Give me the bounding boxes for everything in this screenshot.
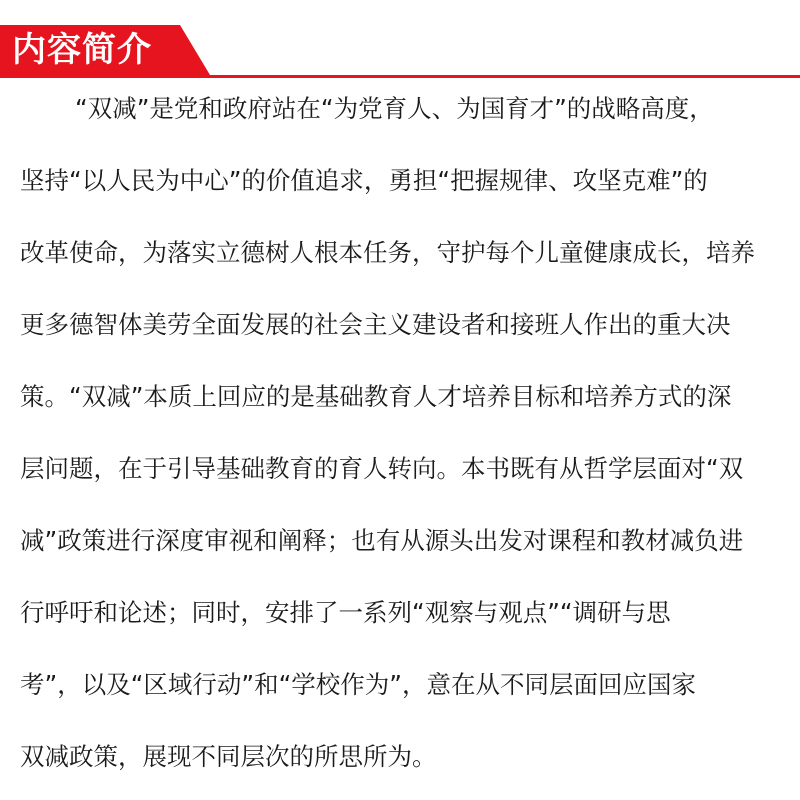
header-divider	[0, 75, 800, 78]
text-line-3: 改革使命，为落实立德树人根本任务，守护每个儿童健康成长，培养	[20, 238, 755, 267]
text-line-7: 减”政策进行深度审视和阐释；也有从源头出发对课程和教材减负进	[20, 526, 744, 555]
text-line-9: 考”，以及“区域行动”和“学校作为”，意在从不同层面回应国家	[20, 670, 696, 699]
text-line-2: 坚持“以人民为中心”的价值追求，勇担“把握规律、攻坚克难”的	[20, 166, 708, 195]
text-line-10: 双减政策，展现不同层次的所思所为。	[20, 742, 437, 771]
section-header	[0, 25, 800, 78]
text-line-5: 策。“双减”本质上回应的是基础教育人才培养目标和培养方式的深	[20, 382, 732, 411]
text-line-4: 更多德智体美劳全面发展的社会主义建设者和接班人作出的重大决	[20, 310, 731, 339]
section-title: 内容简介	[12, 30, 152, 70]
text-line-1: “双减”是党和政府站在“为党育人、为国育才”的战略高度，	[75, 94, 714, 123]
text-line-8: 行呼吁和论述；同时，安排了一系列“观察与观点”“调研与思	[20, 598, 671, 627]
text-line-6: 层问题，在于引导基础教育的育人转向。本书既有从哲学层面对“双	[20, 454, 744, 483]
